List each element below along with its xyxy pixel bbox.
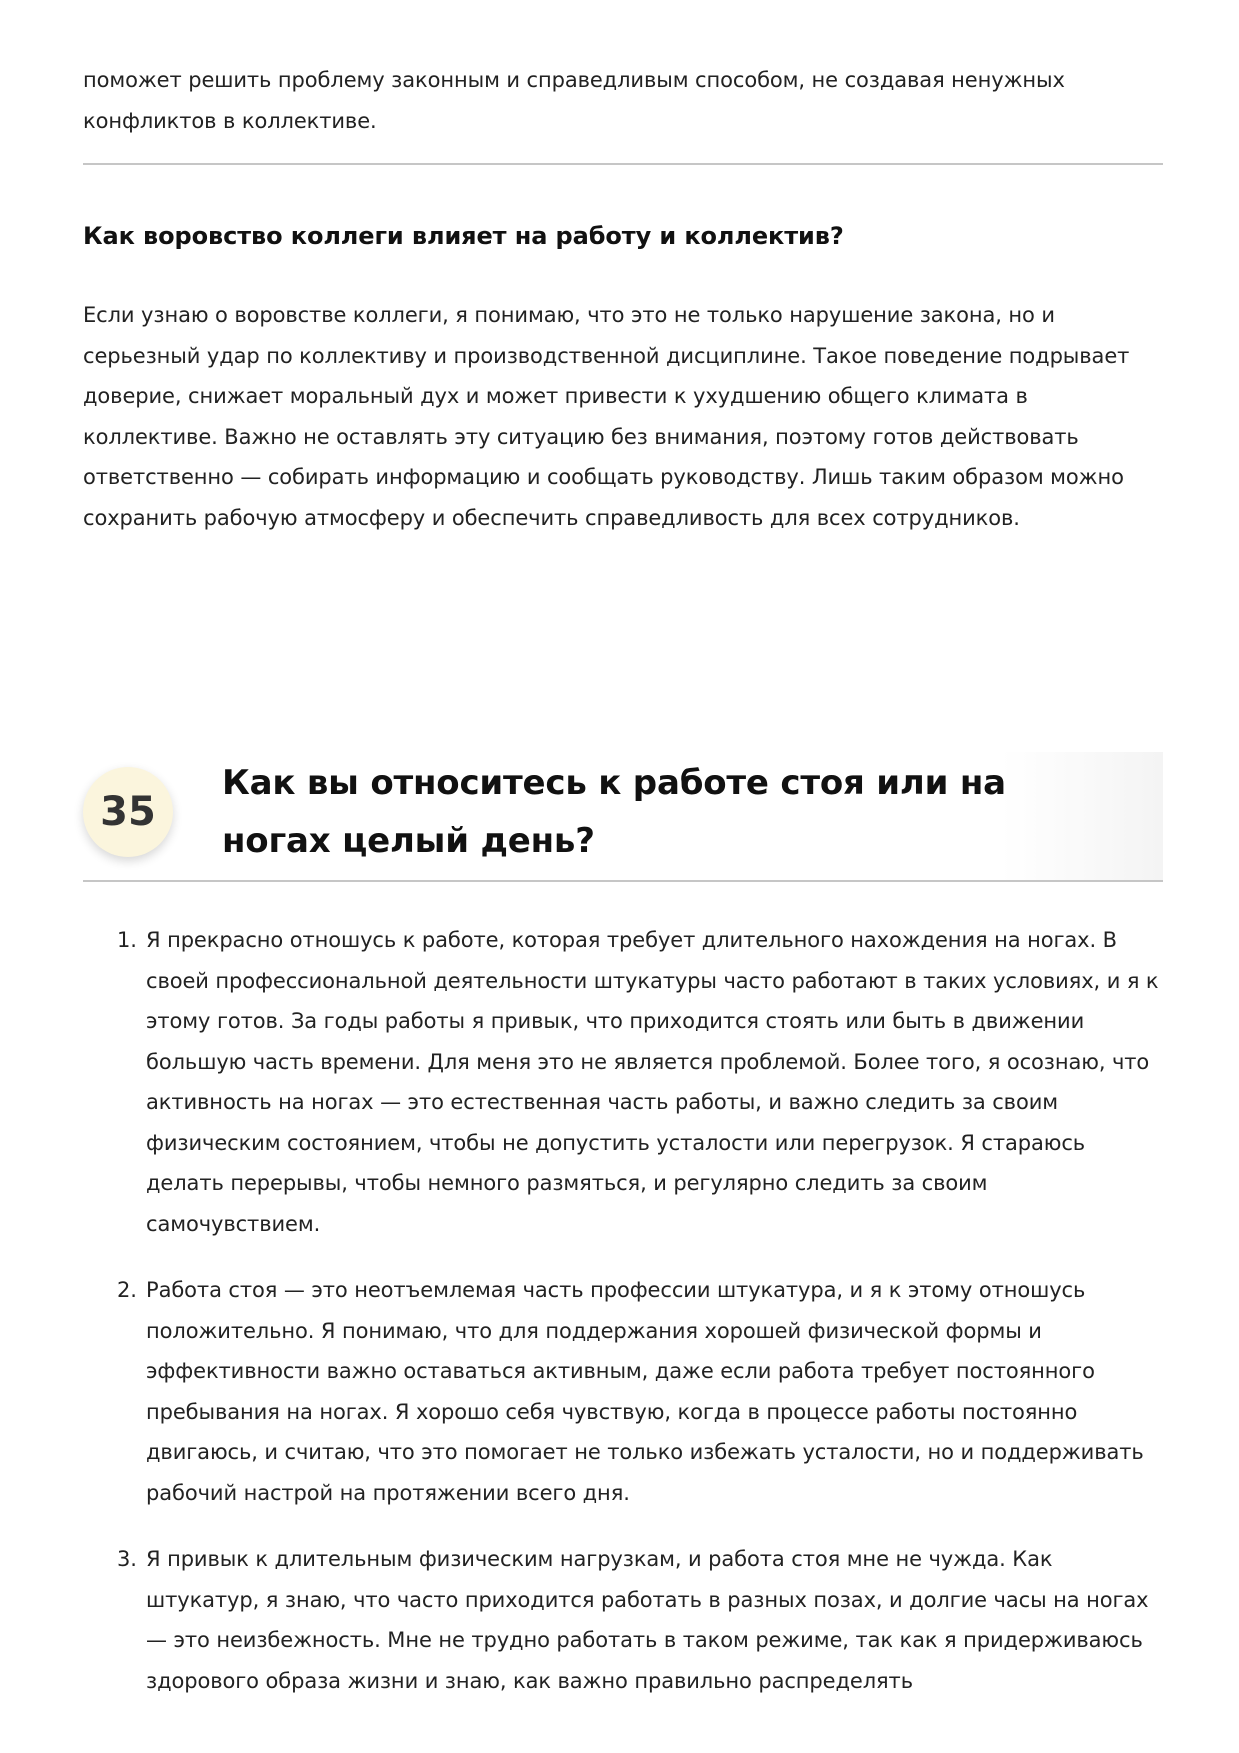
- answer-number: 2.: [117, 1278, 137, 1302]
- answer-item: [83, 1270, 1163, 1513]
- question-number-badge: 35: [83, 767, 173, 857]
- section-paragraph: Если узнаю о воровстве коллеги, я понимаю, что это не только нарушение закона, но и серьезный удар по коллективу и производственной дисциплине. Такое поведение подрывает доверие, снижает моральный дух и может привести к ухудшению общего климата в коллективе. Важно не оставлять эту ситуацию без внимания, поэтому готов действовать ответственно — собирать информацию и сообщать руководству. Лишь таким образом можно сохранить рабочую атмосферу и обеспечить справедливость для всех сотрудников.: [83, 303, 1130, 530]
- answer-text: Я прекрасно отношусь к работе, которая требует длительного нахождения на ногах. В своей профессиональной деятельности штукатуры часто работают в таких условиях, и я к этому готов. За годы работы я привык, что приходится стоять или быть в движении большую часть времени. Для меня это не является проблемой. Более того, я осознаю, что активность на ногах — это естественная часть работы, и важно следить за своим физическим состоянием, чтобы не допустить усталости или перегрузок. Я стараюсь делать перерывы, чтобы немного размяться, и регулярно следить за своим самочувствием.: [146, 928, 1159, 1236]
- question-divider: [83, 880, 1163, 882]
- answer-number: 1.: [117, 928, 137, 952]
- question-title: Как вы относитесь к работе стоя или на ногах целый день?: [222, 763, 1006, 861]
- answer-text: Я привык к длительным физическим нагрузкам, и работа стоя мне не чужда. Как штукатур, я знаю, что часто приходится работать в разных позах, и долгие часы на ногах — это неизбежность. Мне не трудно работать в таком режиме, так как я придерживаюсь здорового образа жизни и знаю, как важно правильно распределять: [146, 1547, 1149, 1693]
- intro-paragraph: поможет решить проблему законным и справедливым способом, не создавая ненужных конфликтов в коллективе.: [83, 68, 1065, 133]
- question-header: [83, 752, 1163, 880]
- answer-item: [83, 920, 1163, 1244]
- section-divider: [83, 163, 1163, 165]
- answer-item: [83, 1539, 1163, 1701]
- answer-list: [83, 920, 1163, 1727]
- answer-number: 3.: [117, 1547, 137, 1571]
- section-heading: Как воровство коллеги влияет на работу и коллектив?: [83, 222, 844, 250]
- answer-text: Работа стоя — это неотъемлемая часть профессии штукатура, и я к этому отношусь положительно. Я понимаю, что для поддержания хорошей физической формы и эффективности важно оставаться активным, даже если работа требует постоянного пребывания на ногах. Я хорошо себя чувствую, когда в процессе работы постоянно двигаюсь, и считаю, что это помогает не только избежать усталости, но и поддерживать рабочий настрой на протяжении всего дня.: [146, 1278, 1144, 1505]
